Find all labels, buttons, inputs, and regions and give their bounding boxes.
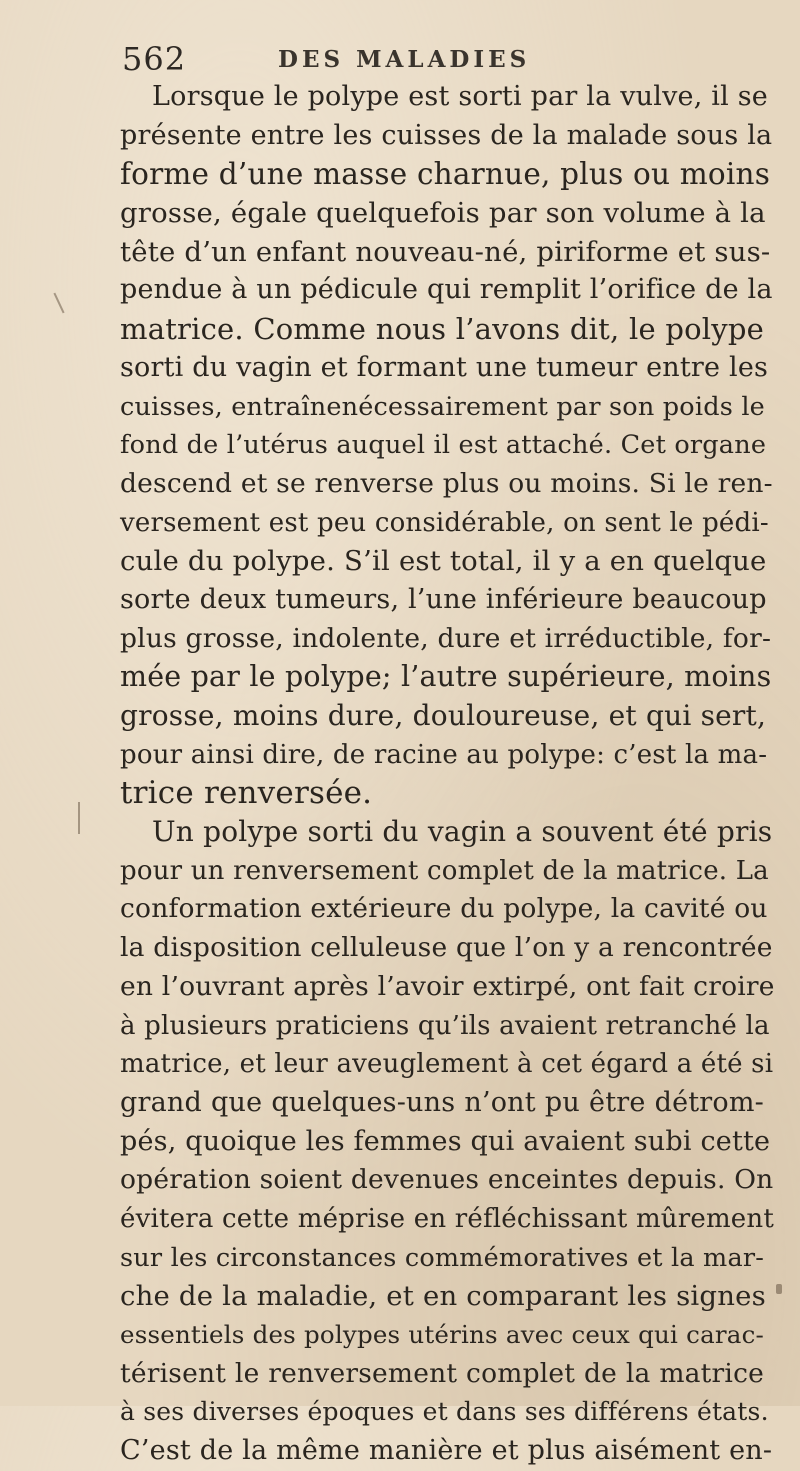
text-line: la disposition celluleuse que l’on y a rencontrée: [120, 932, 773, 964]
text-line: pour un renversement complet de la matrice. La: [120, 855, 769, 886]
text-line: grosse, moins dure, douloureuse, et qui sert,: [120, 699, 767, 732]
text-line: Lorsque le polype est sorti par la vulve, il se: [152, 81, 768, 112]
text-line: Un polype sorti du vagin a souvent été pris: [152, 815, 773, 849]
text-line: descend et se renverse plus ou moins. Si le ren-: [120, 467, 773, 499]
text-line: évitera cette méprise en réfléchissant mûrement: [120, 1203, 774, 1234]
text-line: versement est peu considérable, on sent le pédi-: [120, 507, 769, 538]
text-line: opération soient devenues enceintes depuis. On: [120, 1164, 774, 1196]
text-line: C’est de la même manière et plus aisément en-: [120, 1435, 773, 1467]
text-line: che de la maladie, et en comparant les signes: [120, 1280, 766, 1313]
text-line: cule du polype. S’il est total, il y a en quelque: [120, 545, 767, 578]
text-line: sur les circonstances commémoratives et la mar-: [120, 1242, 765, 1273]
text-line: plus grosse, indolente, dure et irréductible, for-: [120, 622, 772, 654]
text-line: cuisses, entraînenécessairement par son poids le: [120, 391, 765, 422]
margin-mark: [78, 802, 80, 834]
text-line: matrice, et leur aveuglement à cet égard a été si: [120, 1049, 774, 1080]
text-line: tête d’un enfant nouveau-né, piriforme et sus-: [120, 235, 771, 268]
text-line: sorte deux tumeurs, l’une inférieure beaucoup: [120, 583, 767, 615]
text-line: grand que quelques-uns n’ont pu être détrom-: [120, 1086, 764, 1118]
text-line: conformation extérieure du polype, la cavité ou: [120, 893, 768, 925]
text-line: à ses diverses époques et dans ses différens états.: [120, 1397, 769, 1427]
text-line: sorti du vagin et formant une tumeur entre les: [120, 351, 769, 383]
running-title: DES MALADIES: [278, 46, 531, 73]
text-line: grosse, égale quelquefois par son volume à la: [120, 197, 766, 230]
text-line: matrice. Comme nous l’avons dit, le polype: [120, 312, 764, 347]
body-text: [120, 78, 775, 1471]
text-line: pendue à un pédicule qui remplit l’orifice de la: [120, 274, 773, 306]
page-number: 562: [122, 40, 187, 78]
text-line: térisent le renversement complet de la matrice: [120, 1357, 764, 1389]
text-line: essentiels des polypes utérins avec ceux qui carac-: [120, 1320, 764, 1349]
text-line: présente entre les cuisses de la malade sous la: [120, 119, 773, 151]
text-line: en l’ouvrant après l’avoir extirpé, ont fait croire: [120, 970, 775, 1002]
margin-mark: [53, 293, 64, 314]
text-line: forme d’une masse charnue, plus ou moins: [120, 157, 771, 192]
text-line: pés, quoique les femmes qui avaient subi cette: [120, 1125, 771, 1157]
text-line: fond de l’utérus auquel il est attaché. Cet organe: [120, 430, 767, 461]
text-line: mée par le polype; l’autre supérieure, moins: [120, 660, 772, 694]
paper-blemish: [776, 1284, 782, 1294]
running-head: [122, 40, 762, 80]
text-line: à plusieurs praticiens qu’ils avaient retranché la: [120, 1010, 770, 1041]
text-line: pour ainsi dire, de racine au polype: c’est la ma-: [120, 739, 768, 770]
text-line: trice renversée.: [120, 775, 373, 812]
